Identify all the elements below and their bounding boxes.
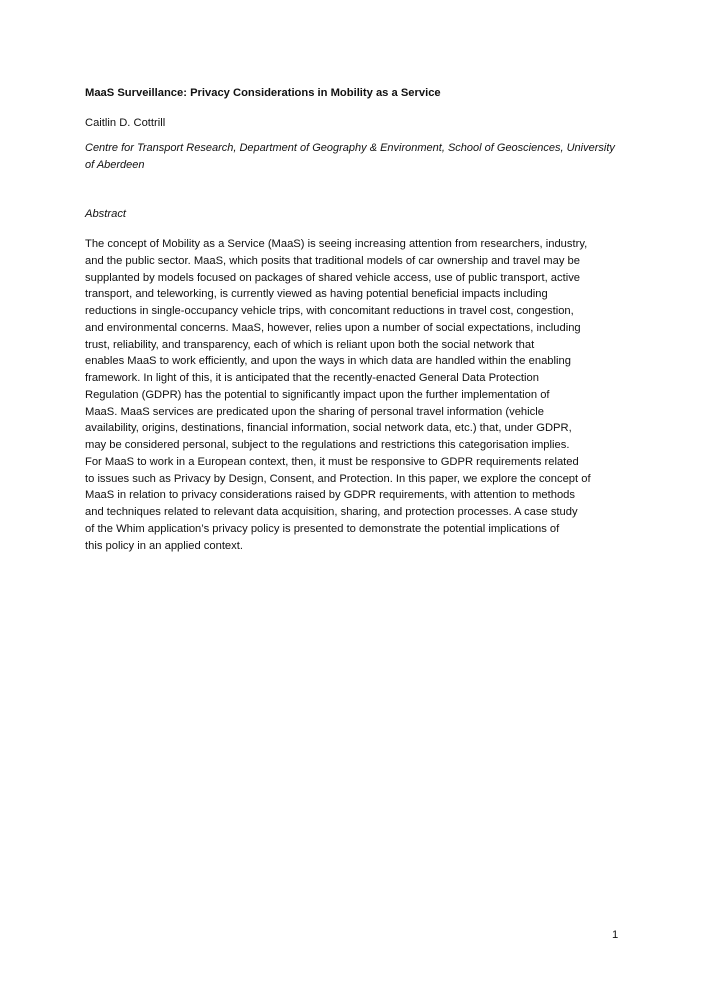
abstract-line: The concept of Mobility as a Service (MaaS) is seeing increasing attention from researchers, industry, xyxy=(85,238,588,250)
paper-title: MaaS Surveillance: Privacy Considerations in Mobility as a Service xyxy=(85,87,441,99)
abstract-line: Regulation (GDPR) has the potential to significantly impact upon the further implementation of xyxy=(85,388,550,401)
abstract-line: transport, and teleworking, is currently viewed as having potential beneficial impacts including xyxy=(85,288,548,301)
abstract-body xyxy=(85,236,630,554)
author-name: Caitlin D. Cottrill xyxy=(85,117,166,129)
abstract-line: trust, reliability, and transparency, each of which is reliant upon both the social network that xyxy=(85,338,535,351)
abstract-line: supplanted by models focused on packages of shared vehicle access, use of public transport, active xyxy=(85,271,581,284)
abstract-line: and environmental concerns. MaaS, however, relies upon a number of social expectations, including xyxy=(85,321,581,334)
abstract-line: enables MaaS to work efficiently, and upon the ways in which data are handled within the enabling xyxy=(85,355,571,368)
abstract-line: this policy in an applied context. xyxy=(85,539,243,552)
abstract-line: may be considered personal, subject to the regulations and restrictions this categorisation implies. xyxy=(85,439,570,451)
author-affiliation: Centre for Transport Research, Department of Geography & Environment, School of Geosciences, University of Aberdeen xyxy=(85,142,615,171)
abstract-line: and techniques related to relevant data acquisition, sharing, and protection processes. A case study xyxy=(85,506,578,518)
abstract-line: and the public sector. MaaS, which posits that traditional models of car ownership and travel may be xyxy=(85,254,580,267)
abstract-line: MaaS. MaaS services are predicated upon the sharing of personal travel information (vehicle xyxy=(85,405,544,418)
abstract-line: framework. In light of this, it is anticipated that the recently-enacted General Data Protection xyxy=(85,372,539,384)
abstract-line: reductions in single-occupancy vehicle trips, with concomitant reductions in travel cost, congestion, xyxy=(85,305,574,317)
abstract-line: availability, origins, destinations, financial information, social network data, etc.) that, under GDPR, xyxy=(85,422,572,435)
abstract-line: of the Whim application’s privacy policy is presented to demonstrate the potential implications of xyxy=(85,522,560,535)
abstract-line: MaaS in relation to privacy considerations raised by GDPR requirements, with attention to methods xyxy=(85,489,575,502)
page-number: 1 xyxy=(612,929,619,941)
abstract-line: For MaaS to work in a European context, then, it must be responsive to GDPR requirements related xyxy=(85,455,579,468)
abstract-line: to issues such as Privacy by Design, Consent, and Protection. In this paper, we explore the concept of xyxy=(85,472,591,485)
abstract-heading: Abstract xyxy=(85,208,127,220)
